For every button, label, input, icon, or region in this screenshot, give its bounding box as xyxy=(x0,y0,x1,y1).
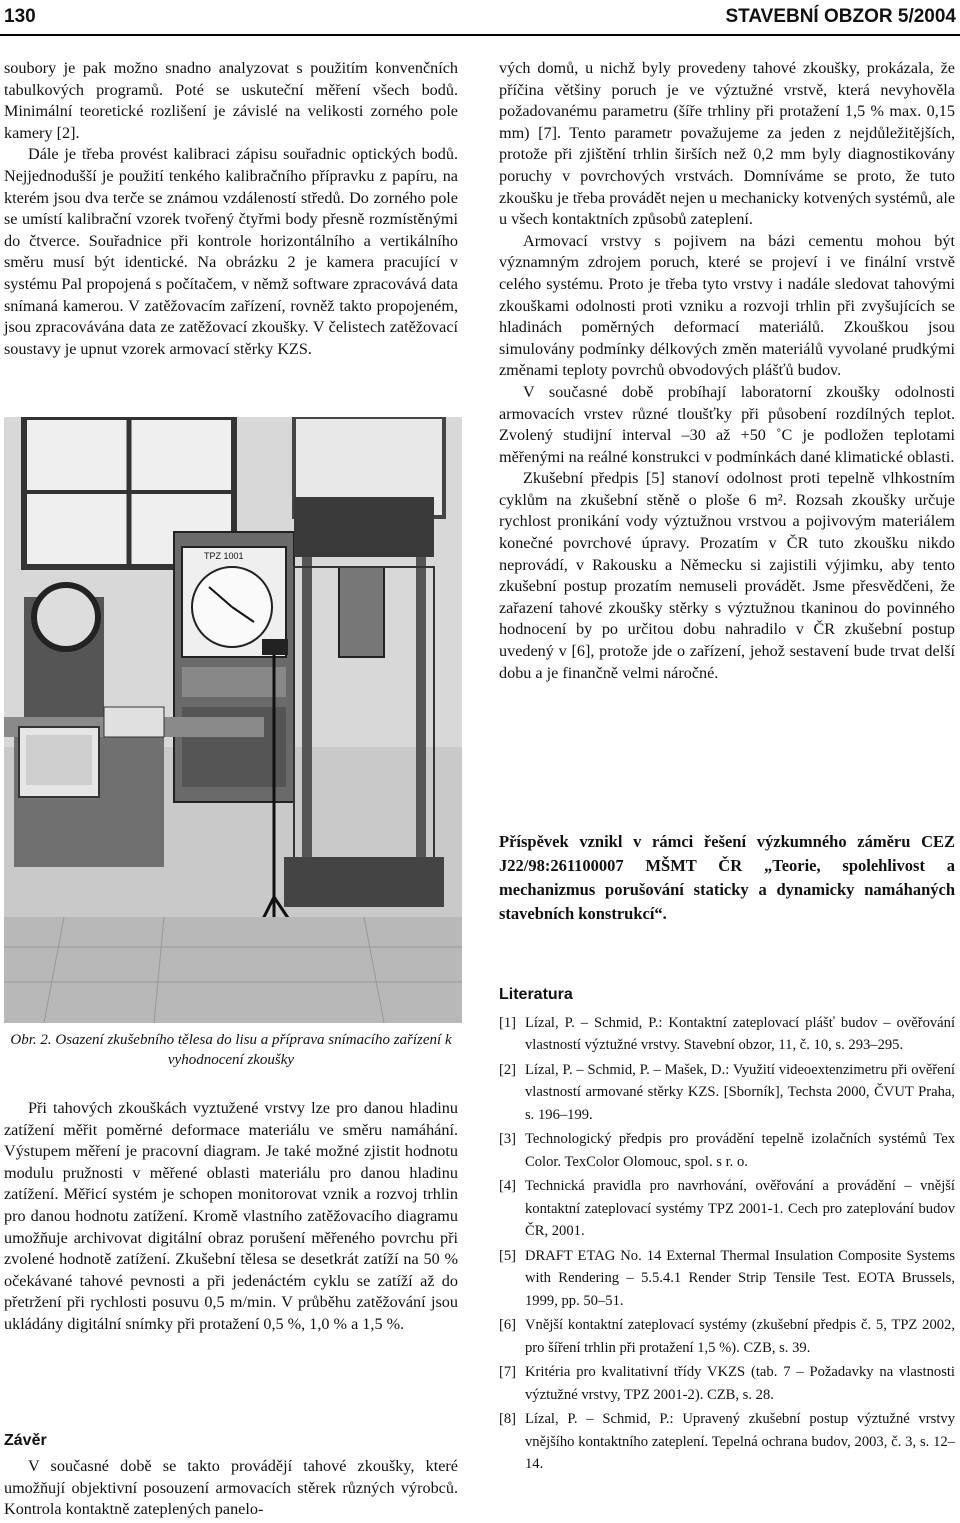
paragraph: Při tahových zkouškách vyztužené vrstvy lze pro danou hladinu zatížení měřit poměrné deformace materiálu ve směru namáhání. Výstupem měření je pracovní diagram. Je také možné zjistit hodnotu modulu pružnosti v měřené oblasti materiálu pro danou hladinu zatížení. Měřicí systém je schopen monitorovat vznik a rozvoj trhlin pro danou hodnotu zatížení. Kromě vlastního zatěžovacího diagramu umožňuje archivovat digitální obraz porušení měřeného povrchu při zvolené hodnotě zatížení. Zkušební tělesa se desetkrát zatíží na 50 % očekávané tahové pevnosti a při jedenáctém cyklu se zatíží až do přetržení při rychlosti posuvu 0,5 m/min. V průběhu zatěžování jsou ukládány digitální snímky při protažení 0,5 %, 1,0 % a 1,5 %. xyxy=(4,1099,458,1333)
paragraph: V současné době se takto provádějí tahové zkoušky, které umožňují objektivní posouzení armovacích stěrek různých výrobců. Kontrola kontaktně zateplených panelo- xyxy=(4,1457,458,1519)
photo-label: TPZ 1001 xyxy=(204,551,244,561)
left-column-bottom xyxy=(4,1098,458,1336)
reference-text: Kritéria pro kvalitativní třídy VKZS (tab. 7 – Požadavky na vlastnosti výztužné vrstvy, TPZ 2001-2). CZB, s. 28. xyxy=(525,1364,955,1403)
reference-text: Lízal, P. – Schmid, P. – Mašek, D.: Využití videoextenzimetru při ověření vlastností armované stěrky KZS. [Sborník], Techsta 2000, ČVUT Praha, s. 196–199. xyxy=(525,1061,955,1123)
reference-number: [6] xyxy=(499,1317,517,1334)
reference-text: Technologický předpis pro provádění tepelně izolačních systémů Tex Color. TexColor Olomouc, spol. s r. o. xyxy=(525,1131,955,1170)
paragraph: vých domů, u nichž byly provedeny tahové zkoušky, prokázala, že příčina většiny poruch je ve výztužné vrstvě, která nevyhověla požadovanému parametru (šíře trhliny při protažení 1,5 % max. 0,15 mm) [7]. Tento parametr považujeme za jeden z nejdůležitějších, protože při zjištění trhlin širších než 0,2 mm byly diagnostikovány poruchy v povrchových vrstvách. Domníváme se proto, že tuto zkoušku je třeba provádět nejen u mechanicky kotvených systémů, ale u všech kontaktních způsobů zateplení. xyxy=(499,59,955,229)
reference-item xyxy=(499,1408,955,1476)
header-rule xyxy=(0,34,960,36)
paragraph: V současné době probíhají laboratorní zkoušky odolnosti armovacích vrstev různé tloušťky při působení rozdílných teplot. Zvolený studijní interval –30 až +50 ˚C je podložen teplotami měřenými na reálné konstrukci v podmínkách dané klimatické oblasti. xyxy=(499,382,955,466)
right-column-top xyxy=(499,58,955,684)
reference-number: [7] xyxy=(499,1364,517,1381)
reference-item xyxy=(499,1314,955,1359)
reference-number: [1] xyxy=(499,1014,517,1031)
reference-list xyxy=(499,1012,955,1476)
paragraph: Armovací vrstvy s pojivem na bázi cementu mohou být významným zdrojem poruch, které se projeví i ve finální vrstvě celého systému. Proto je třeba tyto vrstvy i nadále sledovat tahovými zkouškami odolnosti proti vzniku a rozvoji trhlin při zvyšujících se hladinách poměrných deformací materiálů. Zkouškou jsou simulovány podmínky délkových změn materiálů vyvolané prudkými změnami teploty povrchů obvodových plášťů budov. xyxy=(499,231,955,380)
section-heading-zaver: Závěr xyxy=(4,1432,47,1449)
paragraph: Zkušební předpis [5] stanoví odolnost proti tepelně vlhkostním cyklům na zkušební stěně o ploše 6 m². Rozsah zkoušky určuje rychlost pronikání vody výztužnou vrstvou a pojivovým materiálem konečné povrchové úpravy. Prozatím v ČR tuto zkoušku nikdo neprovádí, v Rakousku a Německu si zajistili výjimku, aby tento zkušební postup prozatím nemuseli provádět. Jsme přesvědčeni, že zařazení tahové zkoušky stěrky s výztužnou tkaninou do povinného hodnocení by po určitou dobu nahradilo v ČR zkušební postup uvedený v [6], protože jde o zařízení, jehož sestavení bude trvat delší dobu a je finančně velmi náročné. xyxy=(499,469,955,682)
reference-item xyxy=(499,1012,955,1057)
paragraph: Dále je třeba provést kalibraci zápisu souřadnic optických bodů. Nejjednodušší je použití tenkého kalibračního přípravku z papíru, na kterém jsou dva terče se známou vzdáleností středů. Do zorného pole se umístí kalibrační vzorek tvořený čtyřmi body přesně rozmístěnými do čtverce. Souřadnice při kontrole horizontálního a vertikálního směru musí být identické. Na obrázku 2 je kamera pracující v systému Pal propojená s počítačem, v němž software zpracovává data snímaná kamerou. V zatěžovacím zařízení, rovněž takto propojeném, jsou zpracovávána data ze zatěžovací zkoušky. V čelistech zatěžovací soustavy je upnut vzorek armovací stěrky KZS. xyxy=(4,145,458,358)
reference-text: Technická pravidla pro navrhování, ověřování a provádění – vnější kontaktní zateplovací systémy TPZ 2001-1. Cech pro zateplování budov ČR, 2001. xyxy=(525,1178,955,1240)
journal-title: STAVEBNÍ OBZOR 5/2004 xyxy=(725,6,956,27)
reference-item xyxy=(499,1059,955,1127)
figure-photo xyxy=(4,417,462,1023)
lab-photo-illustration xyxy=(4,417,462,1023)
reference-number: [8] xyxy=(499,1411,517,1428)
figure-caption: Obr. 2. Osazení zkušebního tělesa do lisu a příprava snímacího zařízení k vyhodnocení zkoušky xyxy=(10,1032,452,1068)
page-header xyxy=(0,0,960,36)
reference-number: [3] xyxy=(499,1131,517,1148)
acknowledgement: Příspěvek vznikl v rámci řešení výzkumného záměru CEZ J22/98:261100007 MŠMT ČR „Teorie, spolehlivost a mechanizmus porušování staticky a dynamicky namáhaných stavebních konstrukcí“. xyxy=(499,832,955,923)
page-number: 130 xyxy=(4,6,36,27)
reference-item xyxy=(499,1361,955,1406)
references-block xyxy=(499,984,955,1478)
zaver-column xyxy=(4,1456,458,1521)
reference-item xyxy=(499,1128,955,1173)
reference-item xyxy=(499,1245,955,1313)
reference-number: [5] xyxy=(499,1247,517,1264)
reference-text: Vnější kontaktní zateplovací systémy (zkušební předpis č. 5, TPZ 2002, pro šíření trhlin při protažení 1,5 %). CZB, s. 39. xyxy=(525,1317,955,1356)
paragraph: soubory je pak možno snadno analyzovat s použitím konvenčních tabulkových programů. Poté se uskuteční měření všech bodů. Minimální teoretické rozlišení je závislé na velikosti zorného pole kamery [2]. xyxy=(4,59,458,142)
reference-text: Lízal, P. – Schmid, P.: Upravený zkušební postup výztužné vrstvy vnějšího kontaktního zateplení. Tepelná ochrana budov, 2003, č. 3, s. 12–14. xyxy=(525,1411,955,1473)
reference-text: Lízal, P. – Schmid, P.: Kontaktní zateplovací plášť budov – ověřování vlastností výztužné vrstvy. Stavební obzor, 11, č. 10, s. 293–295. xyxy=(525,1014,955,1054)
reference-number: [2] xyxy=(499,1061,517,1078)
acknowledgement-block xyxy=(499,830,955,926)
section-heading-literatura: Literatura xyxy=(499,986,573,1003)
reference-number: [4] xyxy=(499,1178,517,1195)
reference-text: DRAFT ETAG No. 14 External Thermal Insulation Composite Systems with Rendering – 5.5.4.1 Render Strip Tensile Test. EOTA Brussels, 1999, pp. 50–51. xyxy=(525,1247,955,1309)
reference-item xyxy=(499,1175,955,1243)
left-column-top xyxy=(4,58,458,360)
